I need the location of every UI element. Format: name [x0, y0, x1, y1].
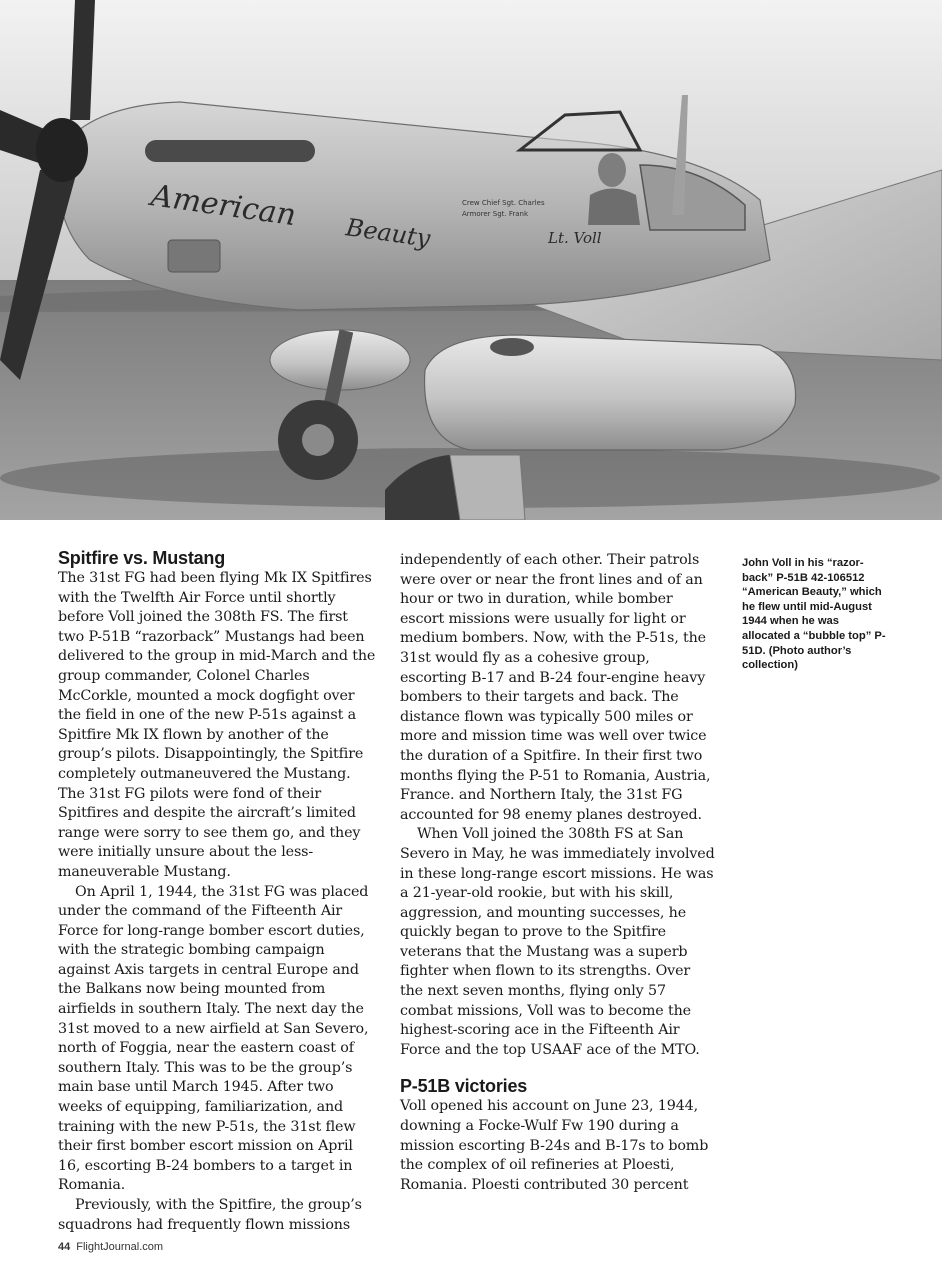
paragraph: Previously, with the Spitfire, the group’s squadrons had frequently flown missions — [58, 1197, 362, 1233]
pilot — [598, 153, 626, 187]
paragraph: The 31st FG had been flying Mk IX Spitfires with the Twelfth Air Force until shortly before Voll joined the 308th FS. The first two P-51B “razorback” Mustangs had been delivered to the group in mid-March and the group commander, Colonel Charles McCorkle, mounted a mock dogfight over the field in one of the new P-51s against a Spitfire Mk IX flown by another of the group’s pilots. Disappointingly, the Spitfire completely outmaneuvered the Mustang. The 31st FG pilots were fond of their Spitfires and despite the aircraft’s limited range were sorry to see them go, and they were initially unsure about the less-maneuverable Mustang. — [58, 570, 376, 880]
spinner — [36, 118, 88, 182]
crew-marking-1: Crew Chief Sgt. Charles — [462, 199, 545, 207]
exhaust-stacks — [145, 140, 315, 162]
paragraph: Voll opened his account on June 23, 1944, downing a Focke-Wulf Fw 190 during a mission escorting B-24s and B-17s to bomb the complex of oil refineries at Ploesti, Romania. Ploesti contributed 30 percent — [400, 1098, 709, 1193]
text-column-1 — [58, 547, 376, 1235]
crew-marking-2: Armorer Sgt. Frank — [462, 210, 529, 218]
paragraph: independently of each other. Their patrols were over or near the front lines and of an hour or two in duration, while bomber escort missions were usually for light or medium bombers. Now, with the P-51s, the 31st would fly as a cohesive group, escorting B-17 and B-24 four-engine heavy bombers to their targets and back. The distance flown was typically 500 miles or more and mission time was well over twice the duration of a Spitfire. In their first two months flying the P-51 to Romania, Austria, France. and Northern Italy, the 31st FG accounted for 98 enemy planes destroyed. — [400, 552, 711, 823]
site-name: FlightJournal.com — [76, 1241, 164, 1253]
text-column-2 — [400, 551, 716, 1195]
photo-caption: John Voll in his “razor-back” P-51B 42-106512 “American Beauty,” which he flew until mid-August 1944 when he was allocated a “bubble top” P-51D. (Photo author’s collection) — [742, 557, 886, 672]
section-heading-p51b-victories: P-51B victories — [400, 1076, 528, 1097]
page-number: 44 — [58, 1241, 71, 1253]
pilot-name-marking: Lt. Voll — [548, 229, 602, 247]
p51-mustang-illustration — [0, 0, 942, 520]
aircraft-photo — [0, 0, 942, 520]
paragraph: When Voll joined the 308th FS at San Severo in May, he was immediately involved in these long-range escort missions. He was a 21-year-old rookie, but with his skill, aggression, and mounting successes, he quickly began to prove to the Spitfire veterans that the Mustang was a superb fighter when flown to its strengths. Over the next seven months, flying only 57 combat missions, Voll was to become the highest-scoring ace in the Fifteenth Air Force and the top USAAF ace of the MTO. — [400, 826, 715, 1058]
nose-art-american: American — [148, 178, 299, 234]
drop-tank — [425, 335, 796, 450]
nose-art-beauty: Beauty — [344, 213, 433, 253]
paragraph: On April 1, 1944, the 31st FG was placed under the command of the Fifteenth Air Force for long-range bomber escort duties, with the strategic bombing campaign against Axis targets in central Europe and the Balkans now being mounted from airfields in southern Italy. The next day the 31st moved to a new airfield at San Severo, north of Foggia, near the eastern coast of southern Italy. This was to be the group’s main base until March 1945. After two weeks of equipping, familiarization, and training with the new P-51s, the 31st flew their first bomber escort mission on April 16, escorting B-24 bombers to a target in Romania. — [58, 883, 369, 1194]
section-heading-spitfire-vs-mustang: Spitfire vs. Mustang — [58, 548, 226, 568]
page-footer — [58, 1241, 163, 1253]
